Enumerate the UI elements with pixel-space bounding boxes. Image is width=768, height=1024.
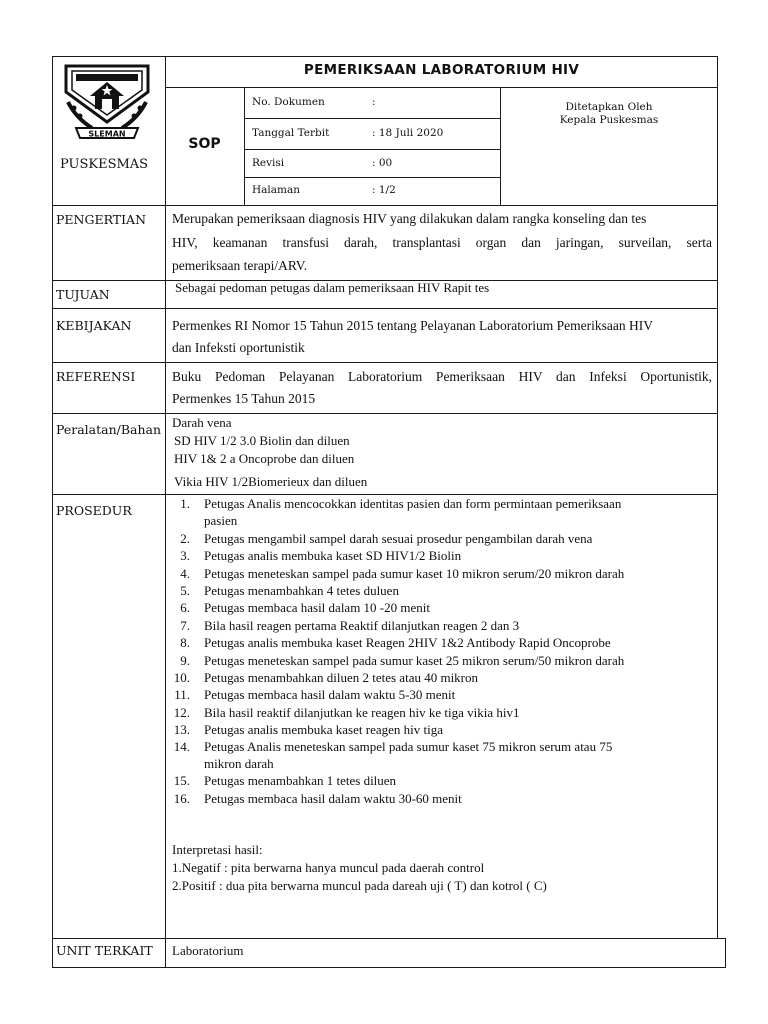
section-label-referensi: REFERENSI (56, 369, 136, 384)
referensi-line-1: Buku Pedoman Pelayanan Laboratorium Pemeriksaan HIV dan Infeksi Oportunistik, (172, 369, 712, 384)
section-label-prosedur: PROSEDUR (56, 503, 132, 518)
doc-number-value: : (372, 96, 376, 108)
tujuan-text: Sebagai pedoman petugas dalam pemeriksaan HIV Rapit tes (175, 280, 490, 295)
section-label-peralatan: Peralatan/Bahan (56, 422, 162, 437)
interpretation-title: Interpretasi hasil: (172, 842, 263, 857)
page-label: Halaman (252, 184, 301, 196)
revision-label: Revisi (252, 157, 285, 169)
approved-by: Ditetapkan Oleh (565, 101, 653, 113)
material-item: SD HIV 1/2 3.0 Biolin dan diluen (174, 433, 350, 448)
logo-text: SLEMAN (88, 129, 126, 139)
pengertian-line-2: HIV, keamanan transfusi darah, transplantasi organ dan jaringan, surveilan, serta (172, 235, 712, 250)
section-label-pengertian: PENGERTIAN (56, 212, 147, 227)
section-label-tujuan: TUJUAN (56, 287, 110, 302)
logo-emblem (62, 62, 152, 148)
revision-value: : 00 (372, 157, 393, 169)
interpretation-positive: 2.Positif : dua pita berwarna muncul pada dareah uji ( T) dan kotrol ( C) (172, 878, 547, 893)
approved-by-title: Kepala Puskesmas (559, 114, 659, 126)
kebijakan-line-1: Permenkes RI Nomor 15 Tahun 2015 tentang Pelayanan Laboratorium Pemeriksaan HIV (172, 318, 653, 333)
issue-date-label: Tanggal Terbit (252, 127, 330, 139)
section-label-kebijakan: KEBIJAKAN (56, 318, 132, 333)
issue-date-value: : 18 Juli 2020 (372, 127, 444, 139)
kebijakan-line-2: dan Infeksti oportunistik (172, 340, 305, 355)
section-label-unit: UNIT TERKAIT (56, 943, 153, 958)
referensi-line-2: Permenkes 15 Tahun 2015 (172, 391, 316, 406)
unit-text: Laboratorium (172, 943, 244, 958)
document-title: PEMERIKSAAN LABORATORIUM HIV (303, 62, 580, 78)
interpretation-negative: 1.Negatif : pita berwarna hanya muncul pada daerah control (172, 860, 485, 875)
doc-number-label: No. Dokumen (252, 96, 325, 108)
sop-label: SOP (188, 136, 221, 152)
material-item: HIV 1& 2 a Oncoprobe dan diluen (174, 451, 355, 466)
material-item: Vikia HIV 1/2Biomerieux dan diluen (174, 474, 368, 489)
material-item: Darah vena (172, 415, 232, 430)
org-name: PUSKESMAS (60, 157, 149, 172)
pengertian-line-3: pemeriksaan terapi/ARV. (172, 258, 308, 273)
pengertian-line-1: Merupakan pemeriksaan diagnosis HIV yang dilakukan dalam rangka konseling dan tes (172, 211, 647, 226)
page-value: : 1/2 (372, 184, 396, 196)
